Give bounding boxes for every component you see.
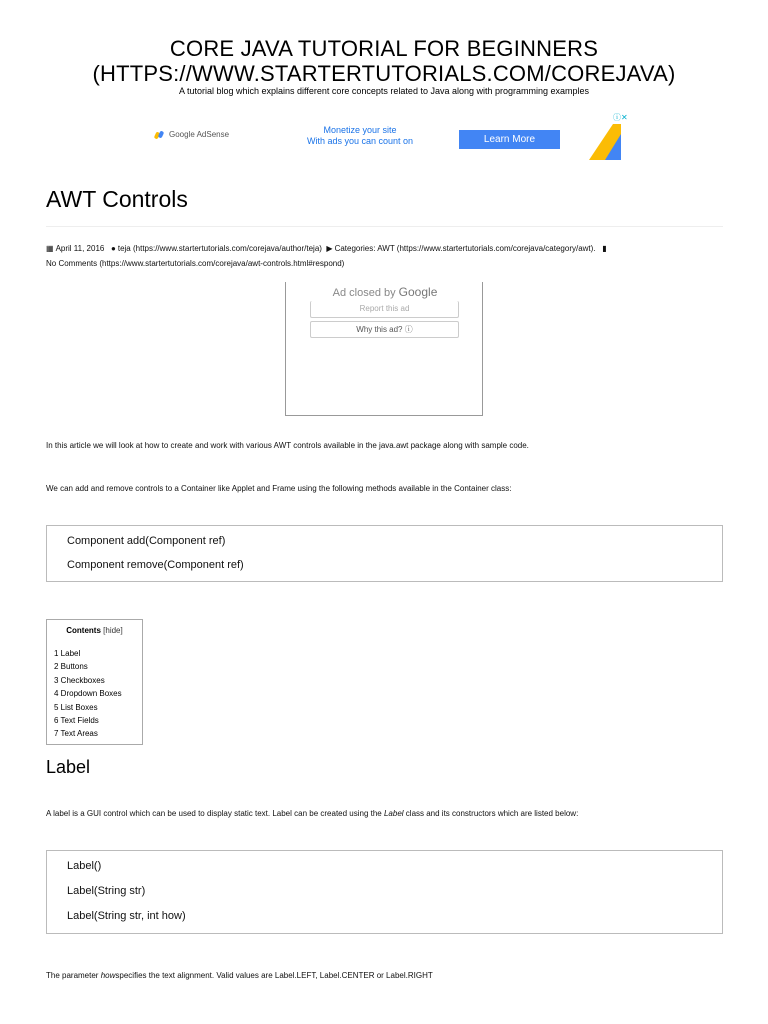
ad-choices-icon[interactable]: ⓘ✕ [613,113,628,122]
code-line: Label(String str) [67,885,146,897]
post-meta [46,241,726,271]
param-before: The parameter [46,971,101,980]
site-tagline: A tutorial blog which explains different core concepts related to Java along with programming examples [178,86,590,96]
page-title: AWT Controls [46,186,188,212]
ad-closed-label [286,285,484,299]
toc-item-dropdown-boxes[interactable]: 4 Dropdown Boxes [54,689,122,699]
toc-heading [47,626,142,635]
section-heading-label: Label [46,757,91,777]
code-line: Label() [67,860,102,872]
ad-copy[interactable] [285,125,435,147]
site-title-line2[interactable]: (HTTPS://WWW.STARTERTUTORIALS.COM/COREJAVA) [92,61,676,86]
learn-more-button[interactable]: Learn More [459,130,560,149]
adsense-banner[interactable] [145,112,628,162]
container-methods-box [46,525,723,582]
tags-icon: ▶ [326,244,333,253]
intro-paragraph: In this article we will look at how to create and work with various AWT controls available in the java.awt package along with sample code. [46,441,529,450]
site-title-line1[interactable]: CORE JAVA TUTORIAL FOR BEGINNERS [169,36,599,61]
user-icon: ● [111,244,116,253]
calendar-icon: ▦ [46,244,54,253]
label-desc-italic: Label [383,809,404,818]
adsense-logo [155,130,229,139]
toc-item-text-fields[interactable]: 6 Text Fields [54,716,99,726]
alignment-paragraph [46,971,433,980]
param-italic: how [100,971,116,980]
post-date: April 11, 2016 [55,244,105,253]
ad-copy-line1[interactable]: Monetize your site [323,125,397,135]
post-author-link[interactable]: teja (https://www.startertutorials.com/corejava/author/teja) [117,244,322,253]
param-after: specifies the text alignment. Valid values are Label.LEFT, Label.CENTER or Label.RIGHT [115,971,433,980]
ad-closed-prefix: Ad closed by [332,287,396,299]
ad-closed-brand: Google [398,285,438,299]
ad-graphic-icon [585,120,621,160]
table-of-contents [46,619,143,745]
adsense-icon [155,131,165,139]
toc-item-label[interactable]: 1 Label [54,649,81,658]
adsense-brand: Google AdSense [169,130,230,139]
ad-copy-line2[interactable]: With ads you can count on [306,136,414,146]
label-desc-before: A label is a GUI control which can be used to display static text. Label can be created using the [46,809,384,818]
comment-icon: ▮ [602,244,607,253]
report-ad-button[interactable]: Report this ad [310,301,459,318]
toc-list [54,647,122,741]
toc-item-list-boxes[interactable]: 5 List Boxes [54,702,98,712]
container-paragraph: We can add and remove controls to a Container like Applet and Frame using the following methods available in the Container class: [46,484,512,493]
site-title[interactable] [0,36,768,86]
post-category-link[interactable]: Categories: AWT (https://www.startertutorials.com/corejava/category/awt). [334,244,596,253]
toc-item-text-areas[interactable]: 7 Text Areas [54,729,98,739]
code-line: Component remove(Component ref) [67,559,244,571]
code-line: Component add(Component ref) [67,535,226,547]
label-constructors-box [46,850,723,934]
label-description [46,809,578,818]
toc-item-buttons[interactable]: 2 Buttons [54,662,88,672]
title-divider [46,226,723,227]
label-desc-after: class and its constructors which are listed below: [403,809,579,818]
code-line: Label(String str, int how) [67,910,186,922]
why-this-ad-button[interactable]: Why this ad? ⓘ [310,321,459,338]
toc-hide-link[interactable]: [hide] [103,626,123,635]
post-comments-link[interactable]: No Comments (https://www.startertutorials.com/corejava/awt-controls.html#respond) [46,259,345,268]
closed-ad-frame [285,282,483,416]
toc-title: Contents [66,626,101,635]
toc-item-checkboxes[interactable]: 3 Checkboxes [54,675,105,685]
